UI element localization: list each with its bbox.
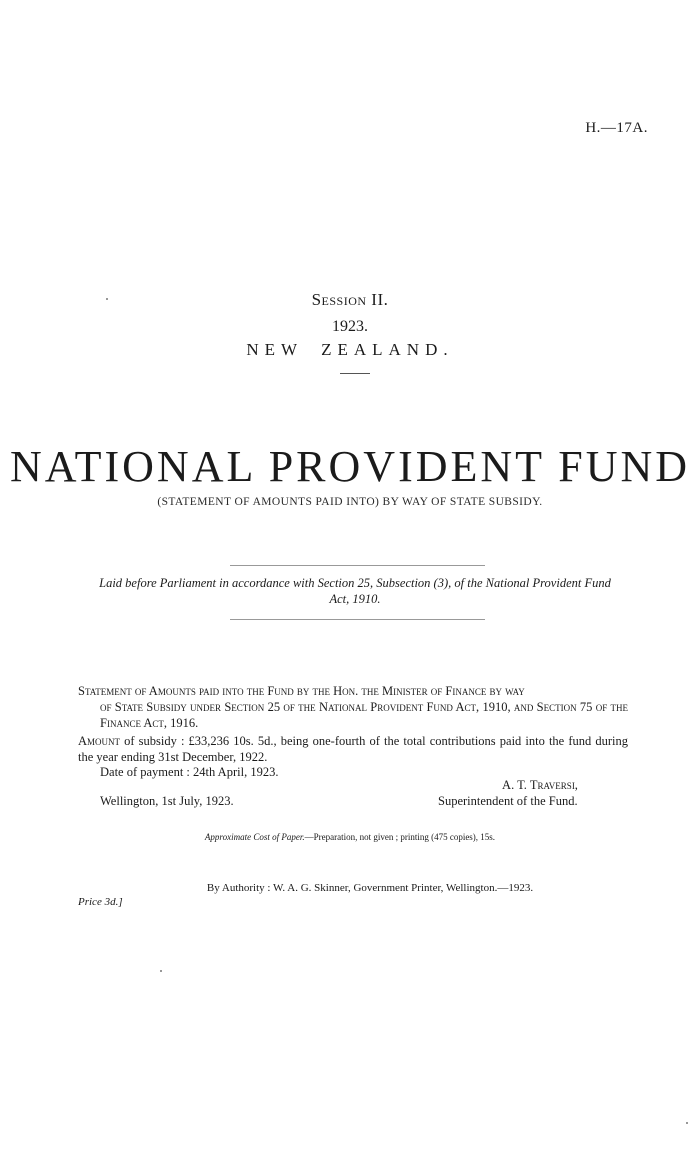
title-divider bbox=[340, 373, 370, 374]
country-heading bbox=[0, 340, 700, 360]
country-word-zealand: ZEALAND. bbox=[321, 340, 454, 359]
paper-number: H.—17A. bbox=[585, 120, 648, 136]
country-word-new: NEW bbox=[246, 340, 304, 359]
statement-line-rest: of State Subsidy under Section 25 of the National Provident Fund Act, 1910, and Section 75 of the Finance Act, 1916. bbox=[100, 700, 628, 730]
document-title: NATIONAL PROVIDENT FUND bbox=[9, 442, 691, 491]
session-year: 1923. bbox=[332, 318, 368, 335]
divider-lower bbox=[230, 619, 485, 620]
signatory-title: Superintendent of the Fund. bbox=[438, 794, 578, 808]
price-note: Price 3d.] bbox=[78, 896, 123, 908]
divider-upper bbox=[230, 565, 485, 566]
session-label: Session II. bbox=[311, 290, 389, 309]
cost-text: —Preparation, not given ; printing (475 copies), 15s. bbox=[304, 832, 496, 842]
signatory-name: A. T. Traversi, bbox=[502, 778, 578, 792]
speck-mark bbox=[686, 1122, 688, 1124]
payment-date: Date of payment : 24th April, 1923. bbox=[100, 765, 279, 779]
amount-paragraph bbox=[78, 733, 628, 765]
authority-line: By Authority : W. A. G. Skinner, Government Printer, Wellington.—1923. bbox=[206, 882, 534, 894]
laid-before-note: Laid before Parliament in accordance with Section 25, Subsection (3), of the National Provident Fund Act, 1910. bbox=[99, 576, 611, 606]
document-subtitle: (STATEMENT OF AMOUNTS PAID INTO) BY WAY OF STATE SUBSIDY. bbox=[157, 496, 543, 508]
printing-cost-note bbox=[0, 832, 700, 842]
speck-mark bbox=[160, 970, 162, 972]
amount-text: of subsidy : £33,236 10s. 5d., being one-fourth of the total contributions paid into the fund during the year ending 31st December, 1922. bbox=[78, 734, 628, 764]
cost-label: Approximate Cost of Paper. bbox=[204, 832, 305, 842]
statement-heading bbox=[78, 683, 628, 731]
place-date: Wellington, 1st July, 1923. bbox=[100, 794, 234, 808]
amount-label: Amount bbox=[78, 734, 121, 748]
statement-line-first: Statement of Amounts paid into the Fund by the Hon. the Minister of Finance by way bbox=[78, 684, 525, 698]
